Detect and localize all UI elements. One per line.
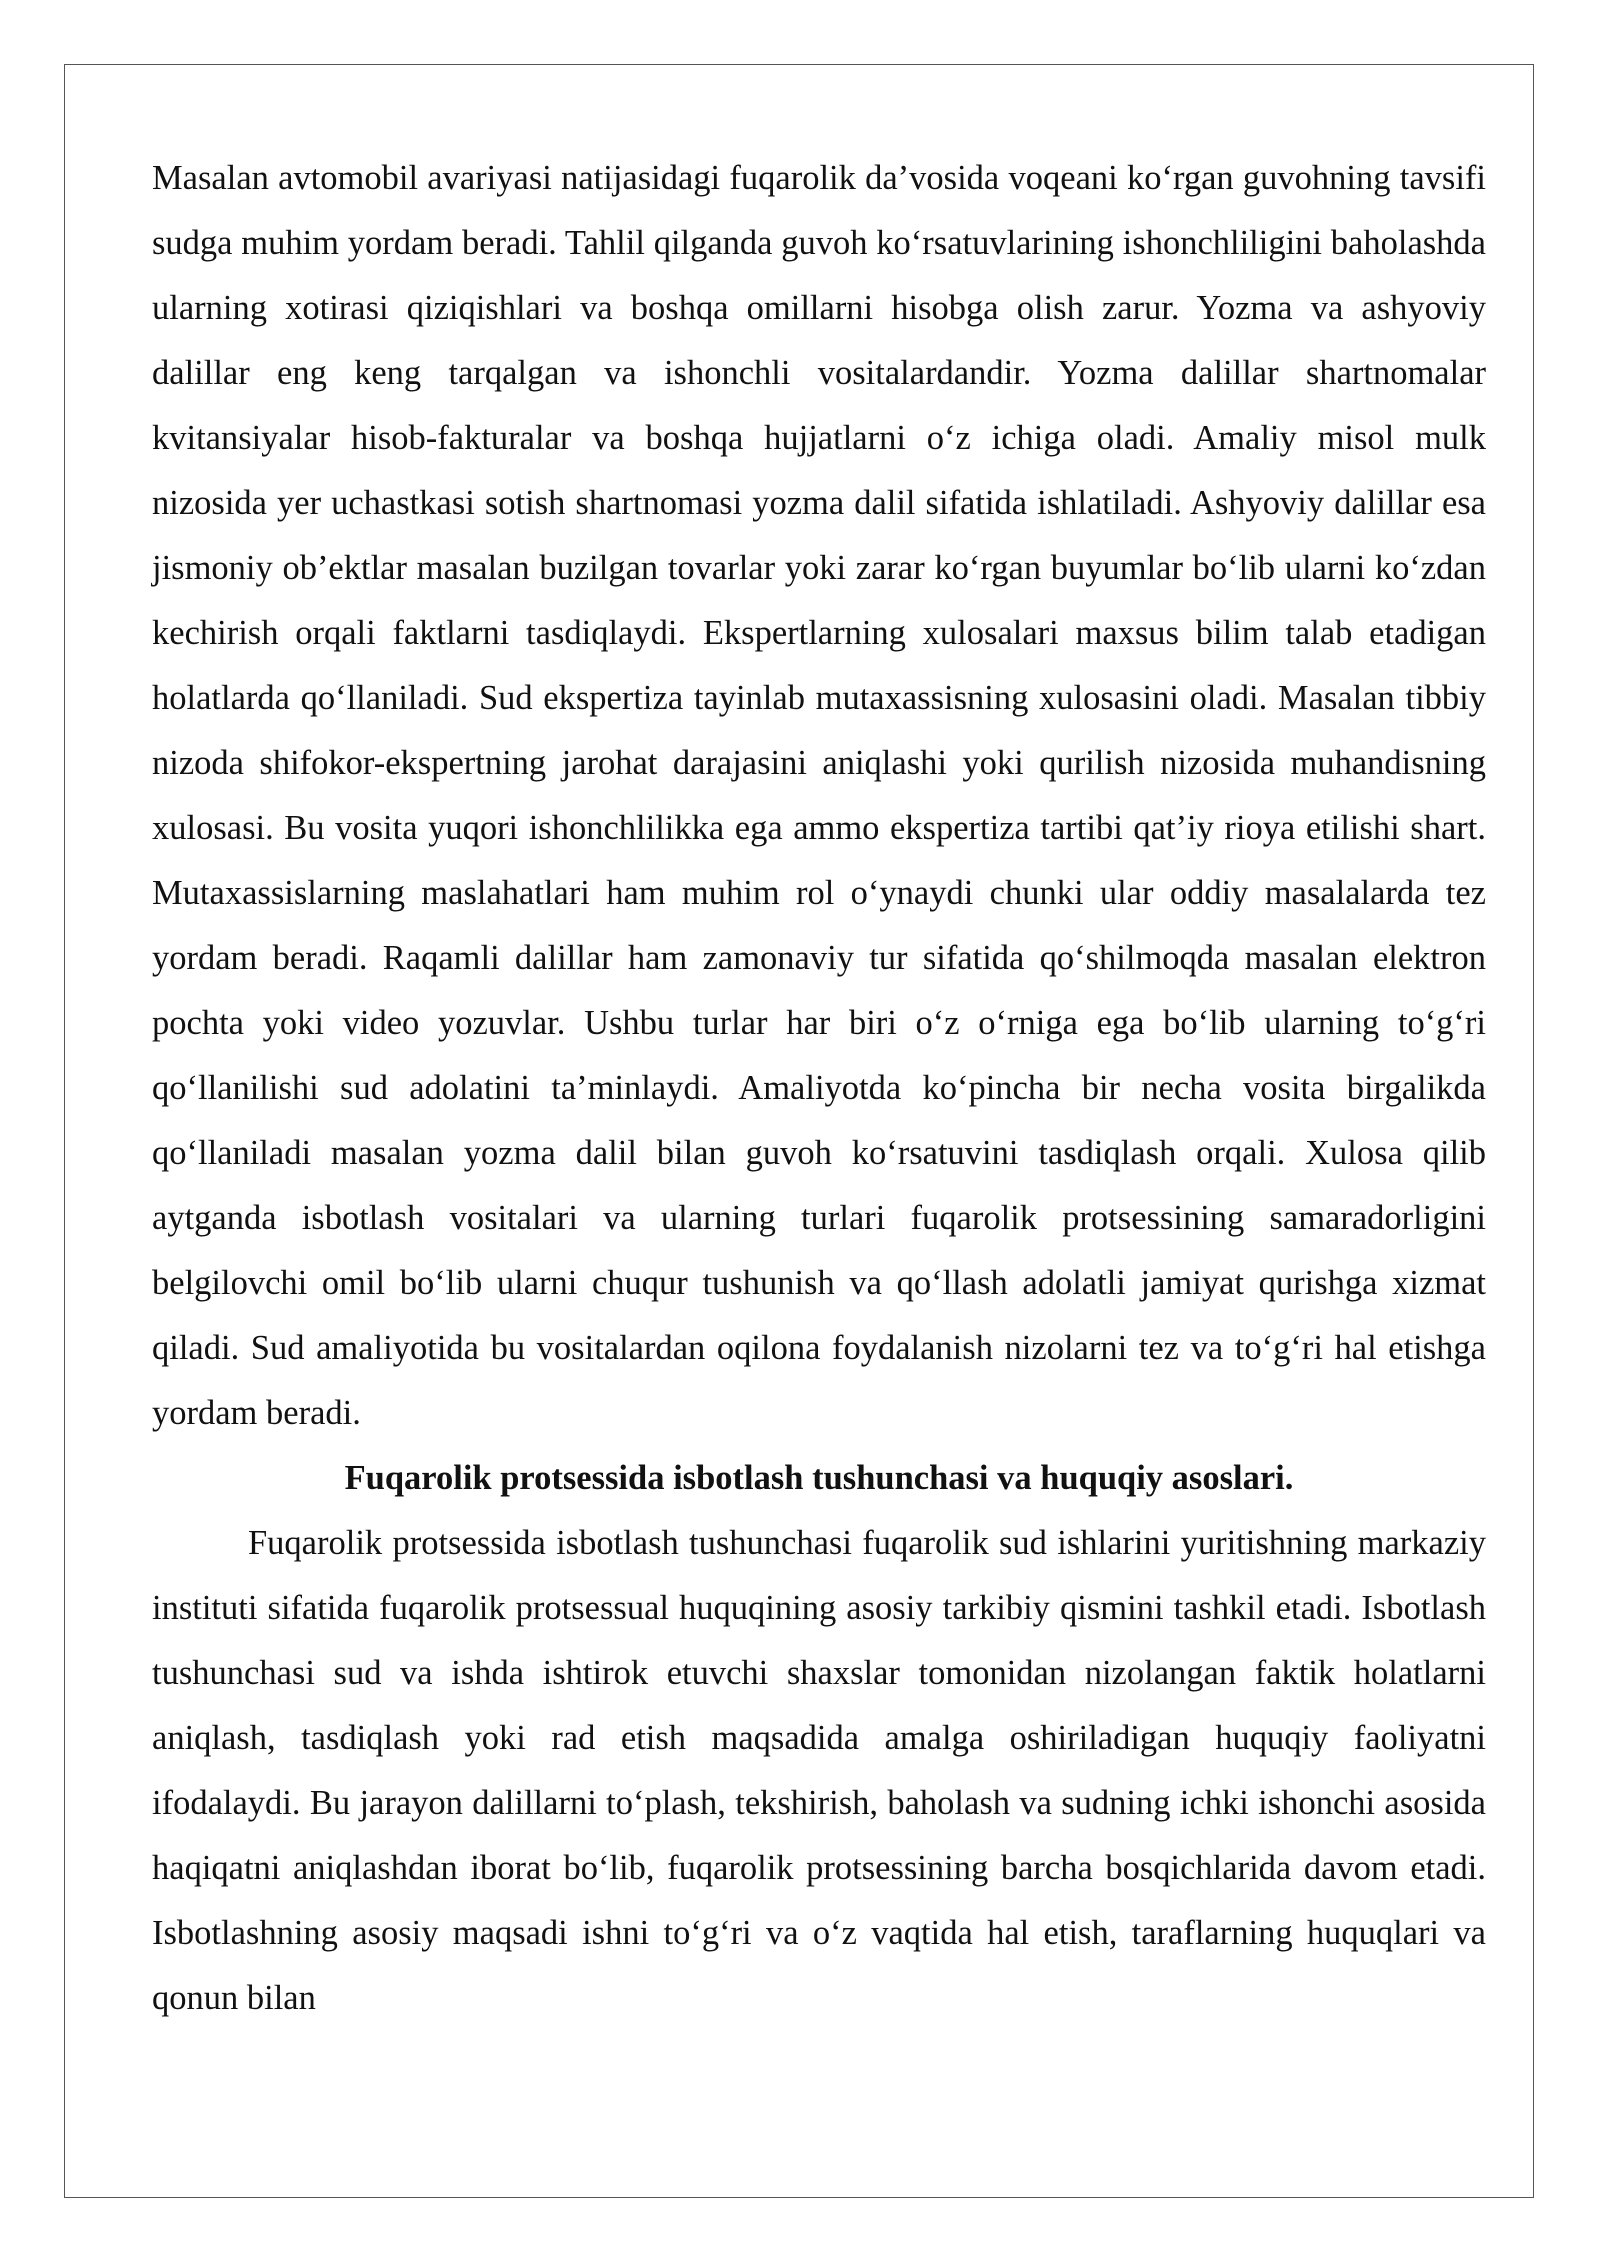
paragraph-continuation: Masalan avtomobil avariyasi natijasidagi fuqarolik da’vosida voqeani koʻrgan guvohning tavsifi sudga muhim yordam beradi. Tahlil qilganda guvoh koʻrsatuvlarining ishonchliligini baholashda ularning xotirasi qiziqishlari va boshqa omillarni hisobga olish zarur. Yozma va ashyoviy dalillar eng keng tarqalgan va ishonchli vositalardandir. Yozma dalillar shartnomalar kvitansiyalar hisob-fakturalar va boshqa hujjatlarni oʻz ichiga oladi. Amaliy misol mulk nizosida yer uchastkasi sotish shartnomasi yozma dalil sifatida ishlatiladi. Ashyoviy dalillar esa jismoniy ob’ektlar masalan buzilgan tovarlar yoki zarar koʻrgan buyumlar boʻlib ularni koʻzdan kechirish orqali faktlarni tasdiqlaydi. Ekspertlarning xulosalari maxsus bilim talab etadigan holatlarda qoʻllaniladi. Sud ekspertiza tayinlab mutaxassisning xulosasini oladi. Masalan tibbiy nizoda shifokor-ekspertning jarohat darajasini aniqlashi yoki qurilish nizosida muhandisning xulosasi. Bu vosita yuqori ishonchlilikka ega ammo ekspertiza tartibi qat’iy rioya etilishi shart. Mutaxassislarning maslahatlari ham muhim rol oʻynaydi chunki ular oddiy masalalarda tez yordam beradi. Raqamli dalillar ham zamonaviy tur sifatida qoʻshilmoqda masalan elektron pochta yoki video yozuvlar. Ushbu turlar har biri oʻz oʻrniga ega boʻlib ularning toʻgʻri qoʻllanilishi sud adolatini ta’minlaydi. Amaliyotda koʻpincha bir necha vosita birgalikda qoʻllaniladi masalan yozma dalil bilan guvoh koʻrsatuvini tasdiqlash orqali. Xulosa qilib aytganda isbotlash vositalari va ularning turlari fuqarolik protsessining samaradorligini belgilovchi omil boʻlib ularni chuqur tushunish va qoʻllash adolatli jamiyat qurishga xizmat qiladi. Sud amaliyotida bu vositalardan oqilona foydalanish nizolarni tez va toʻgʻri hal etishga yordam beradi. <box>152 159 1486 1432</box>
section-heading: Fuqarolik protsessida isbotlash tushunchasi va huquqiy asoslari. <box>344 1459 1294 1497</box>
paragraph-section-intro: Fuqarolik protsessida isbotlash tushunchasi fuqarolik sud ishlarini yuritishning markaziy instituti sifatida fuqarolik protsessual huquqining asosiy tarkibiy qismini tashkil etadi. Isbotlash tushunchasi sud va ishda ishtirok etuvchi shaxslar tomonidan nizolangan faktik holatlarni aniqlash, tasdiqlash yoki rad etish maqsadida amalga oshiriladigan huquqiy faoliyatni ifodalaydi. Bu jarayon dalillarni toʻplash, tekshirish, baholash va sudning ichki ishonchi asosida haqiqatni aniqlashdan iborat boʻlib, fuqarolik protsessining barcha bosqichlarida davom etadi. Isbotlashning asosiy maqsadi ishni toʻgʻri va oʻz vaqtida hal etish, taraflarning huquqlari va qonun bilan <box>152 1524 1486 2017</box>
document-body <box>152 146 1486 2031</box>
